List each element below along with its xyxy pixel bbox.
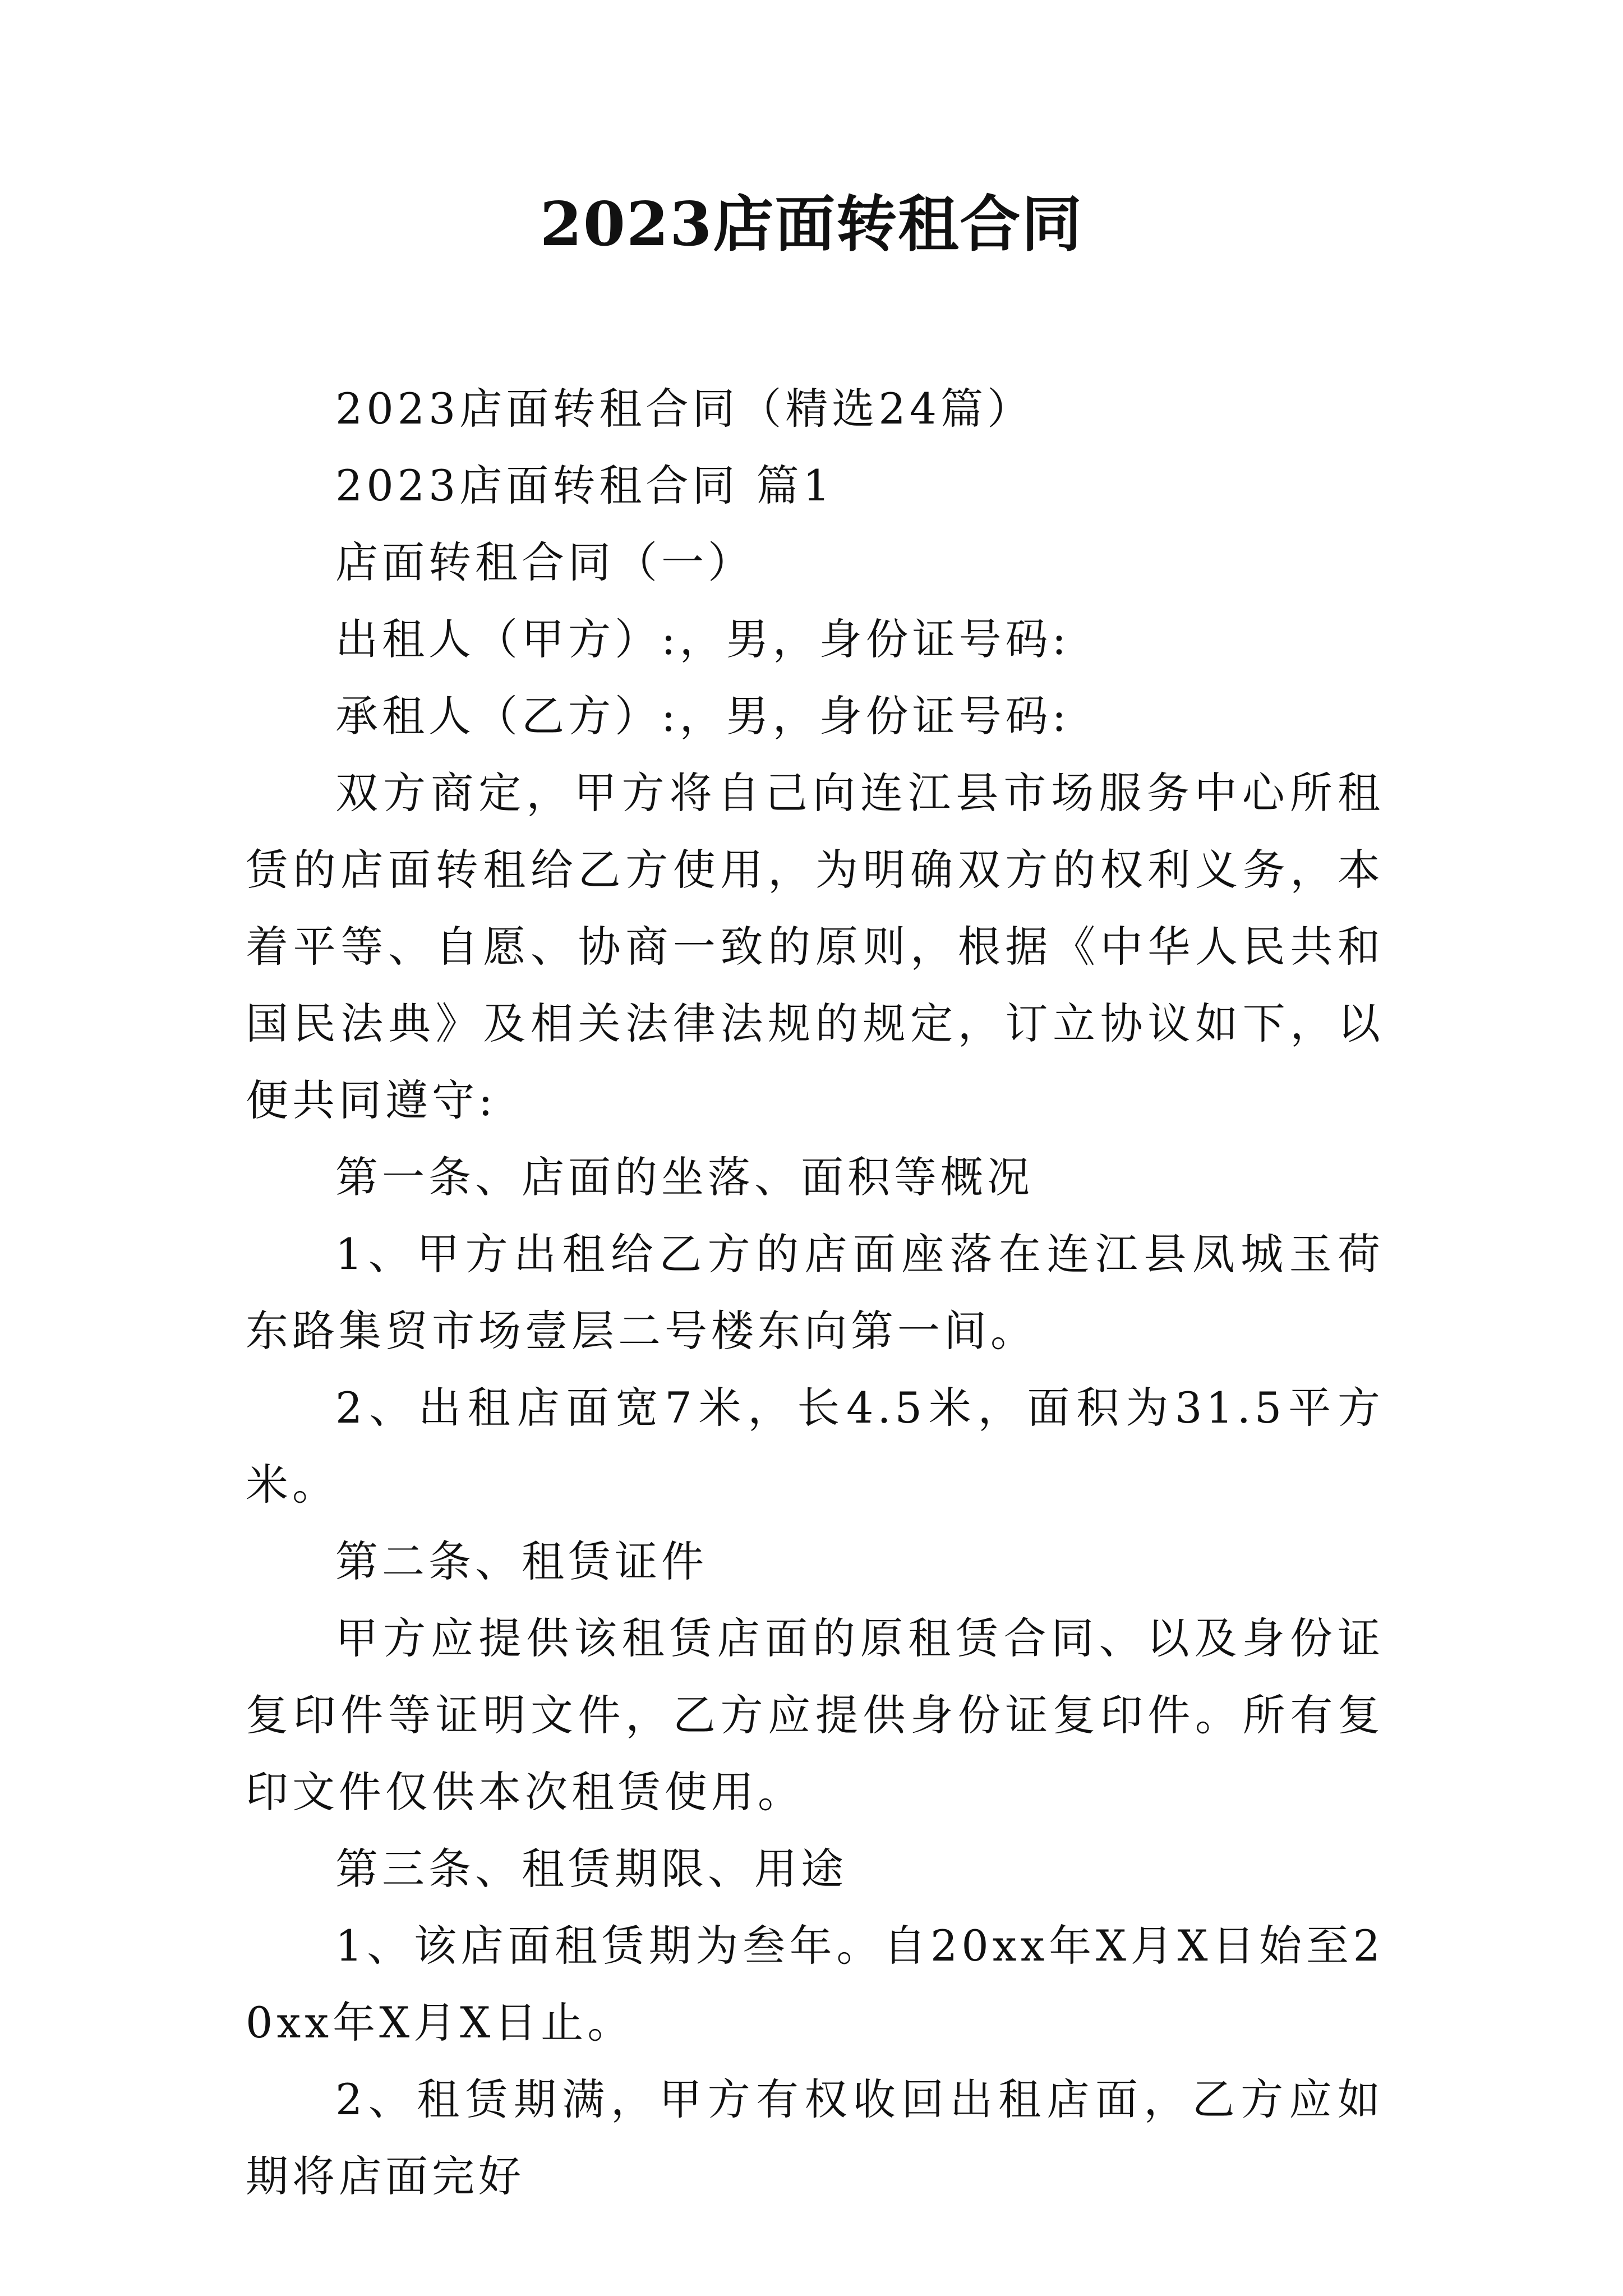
paragraph-collection-title: 2023店面转租合同（精选24篇） xyxy=(335,384,1034,434)
paragraph-preamble: 双方商定，甲方将自己向连江县市场服务中心所租赁的店面转租给乙方使用，为明确双方的权利义务，本着平等、自愿、协商一致的原则，根据《中华人民共和国民法典》及相关法律法规的规定，订立协议如下，以便共同遵守: xyxy=(246,768,1384,1125)
paragraph-section-heading: 2023店面转租合同 篇1 xyxy=(335,461,834,510)
document-title: 2023店面转租合同 xyxy=(540,189,1083,260)
paragraph-lessee: 承租人（乙方）:，男，身份证号码: xyxy=(335,691,1071,741)
paragraph-article-1-item-1: 1、甲方出租给乙方的店面座落在连江县凤城玉荷东路集贸市场壹层二号楼东向第一间。 xyxy=(246,1229,1384,1356)
paragraph-lessor: 出租人（甲方）:，男，身份证号码: xyxy=(335,614,1071,664)
paragraph-article-1-heading: 第一条、店面的坐落、面积等概况 xyxy=(335,1152,1034,1202)
paragraph-contract-heading: 店面转租合同（一） xyxy=(335,537,754,587)
paragraph-article-3-item-1: 1、该店面租赁期为叁年。自20xx年X月X日始至20xx年X月X日止。 xyxy=(246,1921,1384,2047)
paragraph-article-1-item-2: 2、出租店面宽7米，长4.5米，面积为31.5平方米。 xyxy=(246,1383,1384,1510)
document-body xyxy=(246,370,1384,2215)
paragraph-article-3-heading: 第三条、租赁期限、用途 xyxy=(335,1844,847,1894)
paragraph-article-2-body: 甲方应提供该租赁店面的原租赁合同、以及身份证复印件等证明文件，乙方应提供身份证复印件。所有复印文件仅供本次租赁使用。 xyxy=(246,1613,1384,1817)
paragraph-article-2-heading: 第二条、租赁证件 xyxy=(335,1536,708,1586)
paragraph-article-3-item-2: 2、租赁期满，甲方有权收回出租店面，乙方应如期将店面完好 xyxy=(246,2074,1384,2201)
